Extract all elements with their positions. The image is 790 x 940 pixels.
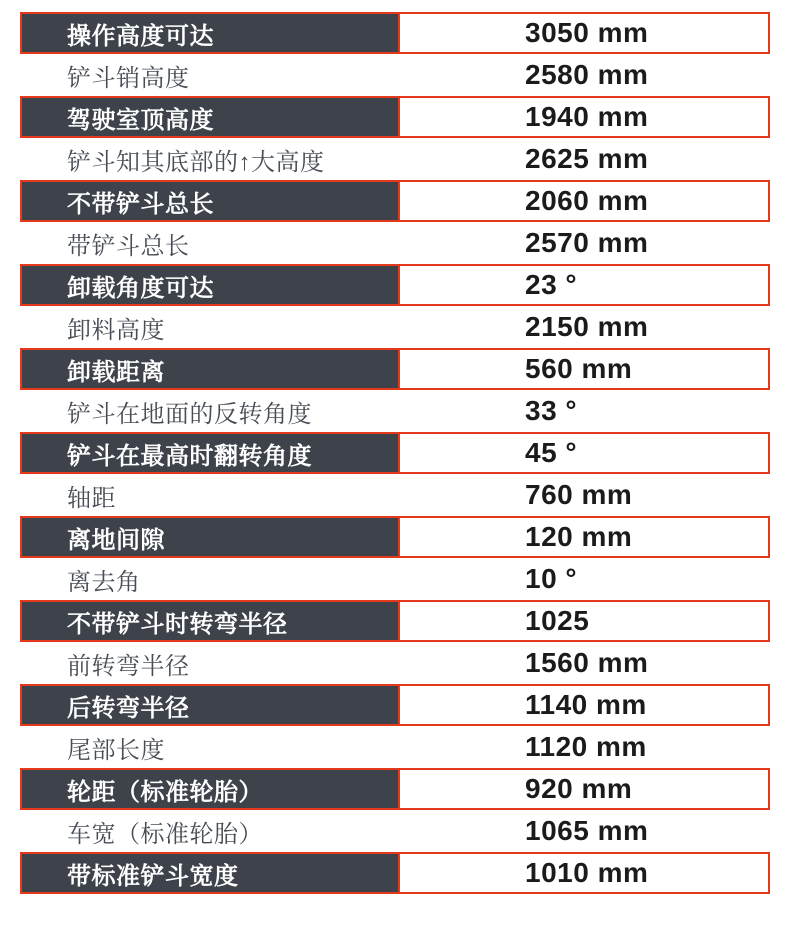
spec-name: 操作高度可达 xyxy=(67,22,214,50)
spec-label-cell xyxy=(22,770,400,808)
spec-label-cell xyxy=(22,350,400,388)
spec-value-cell xyxy=(400,266,768,304)
spec-value-cell xyxy=(400,726,770,768)
spec-row xyxy=(20,96,770,138)
spec-label-cell xyxy=(20,222,400,264)
spec-name: 卸料高度 xyxy=(67,316,165,344)
spec-value: 10 ° xyxy=(525,563,578,594)
spec-value-cell xyxy=(400,810,770,852)
spec-value: 560 mm xyxy=(525,353,633,384)
spec-row xyxy=(20,12,770,54)
spec-value: 120 mm xyxy=(525,521,633,552)
spec-row xyxy=(20,852,770,894)
spec-value-cell xyxy=(400,770,768,808)
spec-value-cell xyxy=(400,642,770,684)
spec-label-cell xyxy=(20,558,400,600)
spec-value-cell xyxy=(400,854,768,892)
spec-value: 760 mm xyxy=(525,479,633,510)
spec-label-cell xyxy=(20,642,400,684)
spec-row xyxy=(20,222,770,264)
spec-value: 3050 mm xyxy=(525,17,649,48)
spec-value: 2580 mm xyxy=(525,59,649,90)
spec-name: 卸载角度可达 xyxy=(67,274,214,302)
spec-value-cell xyxy=(400,390,770,432)
spec-row xyxy=(20,180,770,222)
spec-name: 前转弯半径 xyxy=(67,652,190,680)
spec-value-cell xyxy=(400,54,770,96)
spec-value: 2625 mm xyxy=(525,143,649,174)
spec-name: 带标准铲斗宽度 xyxy=(67,862,239,890)
spec-value: 1120 mm xyxy=(525,731,647,762)
spec-row xyxy=(20,54,770,96)
spec-label-cell xyxy=(22,182,400,220)
spec-name: 铲斗在地面的反转角度 xyxy=(67,400,312,428)
spec-label-cell xyxy=(22,602,400,640)
spec-value: 2060 mm xyxy=(525,185,649,216)
spec-row xyxy=(20,264,770,306)
spec-label-cell xyxy=(20,390,400,432)
spec-value: 45 ° xyxy=(525,437,578,468)
spec-label-cell xyxy=(22,14,400,52)
spec-value-cell xyxy=(400,14,768,52)
spec-value-cell xyxy=(400,474,770,516)
spec-row xyxy=(20,138,770,180)
spec-row xyxy=(20,684,770,726)
spec-value: 23 ° xyxy=(525,269,578,300)
spec-value-cell xyxy=(400,306,770,348)
spec-label-cell xyxy=(22,518,400,556)
spec-row xyxy=(20,306,770,348)
spec-value-cell xyxy=(400,518,768,556)
spec-label-cell xyxy=(22,434,400,472)
spec-label-cell xyxy=(20,474,400,516)
spec-value: 1140 mm xyxy=(525,689,647,720)
spec-value-cell xyxy=(400,138,770,180)
spec-name: 车宽（标准轮胎） xyxy=(67,820,263,848)
spec-value: 33 ° xyxy=(525,395,578,426)
spec-label-cell xyxy=(22,854,400,892)
spec-row xyxy=(20,600,770,642)
spec-name: 轮距（标准轮胎） xyxy=(67,778,263,806)
spec-label-cell xyxy=(22,686,400,724)
spec-name: 卸载距离 xyxy=(67,358,165,386)
spec-name: 带铲斗总长 xyxy=(67,232,190,260)
spec-name: 离地间隙 xyxy=(67,526,165,554)
spec-label-cell xyxy=(20,726,400,768)
spec-row xyxy=(20,810,770,852)
spec-name: 铲斗在最高时翻转角度 xyxy=(67,442,312,470)
spec-label-cell xyxy=(20,306,400,348)
spec-row xyxy=(20,348,770,390)
spec-value: 2150 mm xyxy=(525,311,649,342)
spec-value-cell xyxy=(400,434,768,472)
spec-value: 1065 mm xyxy=(525,815,649,846)
spec-label-cell xyxy=(20,138,400,180)
spec-value: 1025 xyxy=(525,605,590,636)
spec-row xyxy=(20,432,770,474)
spec-value-cell xyxy=(400,182,768,220)
spec-value-cell xyxy=(400,602,768,640)
spec-table xyxy=(20,12,770,894)
spec-value: 1560 mm xyxy=(525,647,649,678)
spec-row xyxy=(20,390,770,432)
spec-value: 1010 mm xyxy=(525,857,649,888)
spec-name: 铲斗销高度 xyxy=(67,64,190,92)
spec-row xyxy=(20,768,770,810)
spec-value-cell xyxy=(400,98,768,136)
spec-row xyxy=(20,726,770,768)
spec-name: 驾驶室顶高度 xyxy=(67,106,214,134)
spec-row xyxy=(20,474,770,516)
spec-row xyxy=(20,516,770,558)
spec-name: 尾部长度 xyxy=(67,736,165,764)
spec-name: 铲斗知其底部的↑大高度 xyxy=(67,148,325,176)
spec-name: 轴距 xyxy=(67,484,116,512)
spec-name: 不带铲斗总长 xyxy=(67,190,214,218)
spec-label-cell xyxy=(20,810,400,852)
spec-value-cell xyxy=(400,686,768,724)
spec-label-cell xyxy=(20,54,400,96)
spec-name: 后转弯半径 xyxy=(67,694,190,722)
spec-name: 离去角 xyxy=(67,568,141,596)
spec-value-cell xyxy=(400,222,770,264)
spec-label-cell xyxy=(22,266,400,304)
spec-value: 2570 mm xyxy=(525,227,649,258)
spec-value: 1940 mm xyxy=(525,101,649,132)
spec-value-cell xyxy=(400,350,768,388)
spec-name: 不带铲斗时转弯半径 xyxy=(67,610,288,638)
spec-value: 920 mm xyxy=(525,773,633,804)
spec-row xyxy=(20,642,770,684)
spec-row xyxy=(20,558,770,600)
spec-value-cell xyxy=(400,558,770,600)
spec-label-cell xyxy=(22,98,400,136)
